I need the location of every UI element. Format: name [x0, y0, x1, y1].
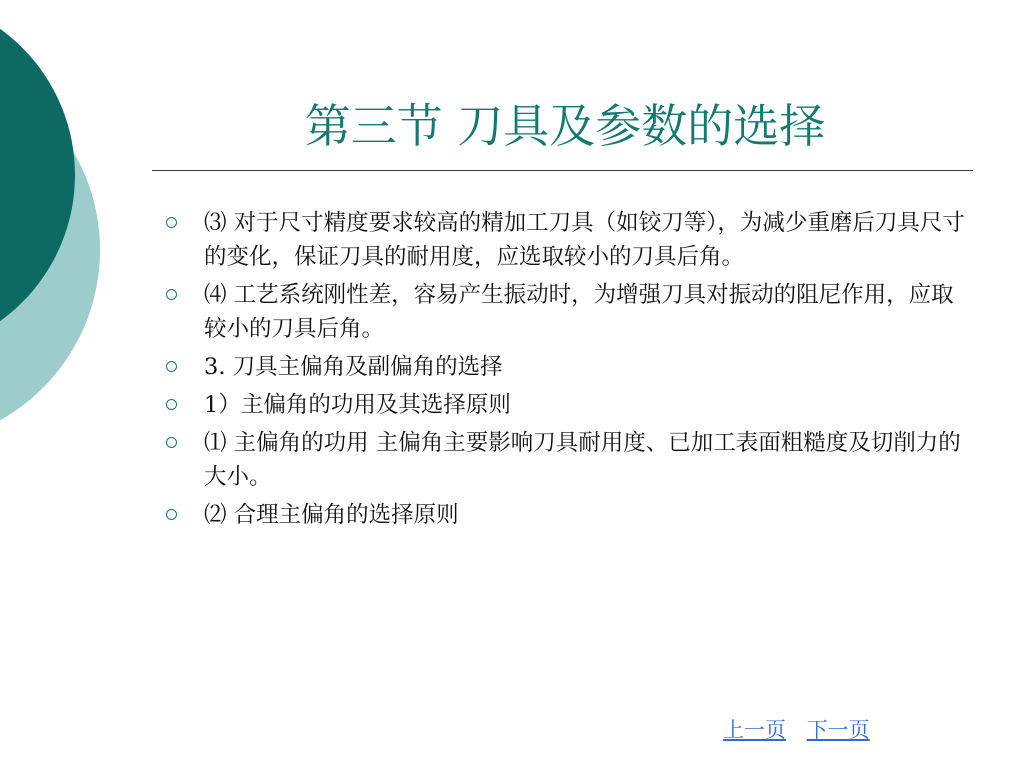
list-item	[160, 388, 970, 422]
bullet-text: ⑵ 合理主偏角的选择原则	[204, 502, 459, 528]
slide-title: 第三节 刀具及参数的选择	[304, 99, 826, 153]
bullet-text: 1）主偏角的功用及其选择原则	[204, 392, 511, 418]
title-divider	[152, 170, 973, 171]
list-item	[160, 206, 970, 274]
bullet-circle-icon	[166, 289, 177, 300]
bullet-text: ⑷ 工艺系统刚性差，容易产生振动时，为增强刀具对振动的阻尼作用，应取较小的刀具后角。	[204, 282, 954, 342]
bullet-circle-icon	[166, 217, 177, 228]
bullet-circle-icon	[166, 399, 177, 410]
bullet-text: 3. 刀具主偏角及副偏角的选择	[204, 354, 503, 380]
bullet-list	[160, 206, 970, 536]
bullet-circle-icon	[166, 509, 177, 520]
slide-navigation	[723, 714, 870, 744]
list-item	[160, 278, 970, 346]
list-item	[160, 426, 970, 494]
bullet-circle-icon	[166, 361, 177, 372]
bullet-text: ⑶ 对于尺寸精度要求较高的精加工刀具（如铰刀等），为减少重磨后刀具尺寸的变化，保证刀具的耐用度，应选取较小的刀具后角。	[204, 210, 965, 270]
previous-page-link[interactable]: 上一页	[723, 718, 786, 742]
list-item	[160, 350, 970, 384]
list-item	[160, 498, 970, 532]
bullet-circle-icon	[166, 437, 177, 448]
decorative-circles	[0, 0, 130, 420]
bullet-text: ⑴ 主偏角的功用 主偏角主要影响刀具耐用度、已加工表面粗糙度及切削力的大小。	[204, 430, 961, 490]
next-page-link[interactable]: 下一页	[806, 718, 870, 742]
